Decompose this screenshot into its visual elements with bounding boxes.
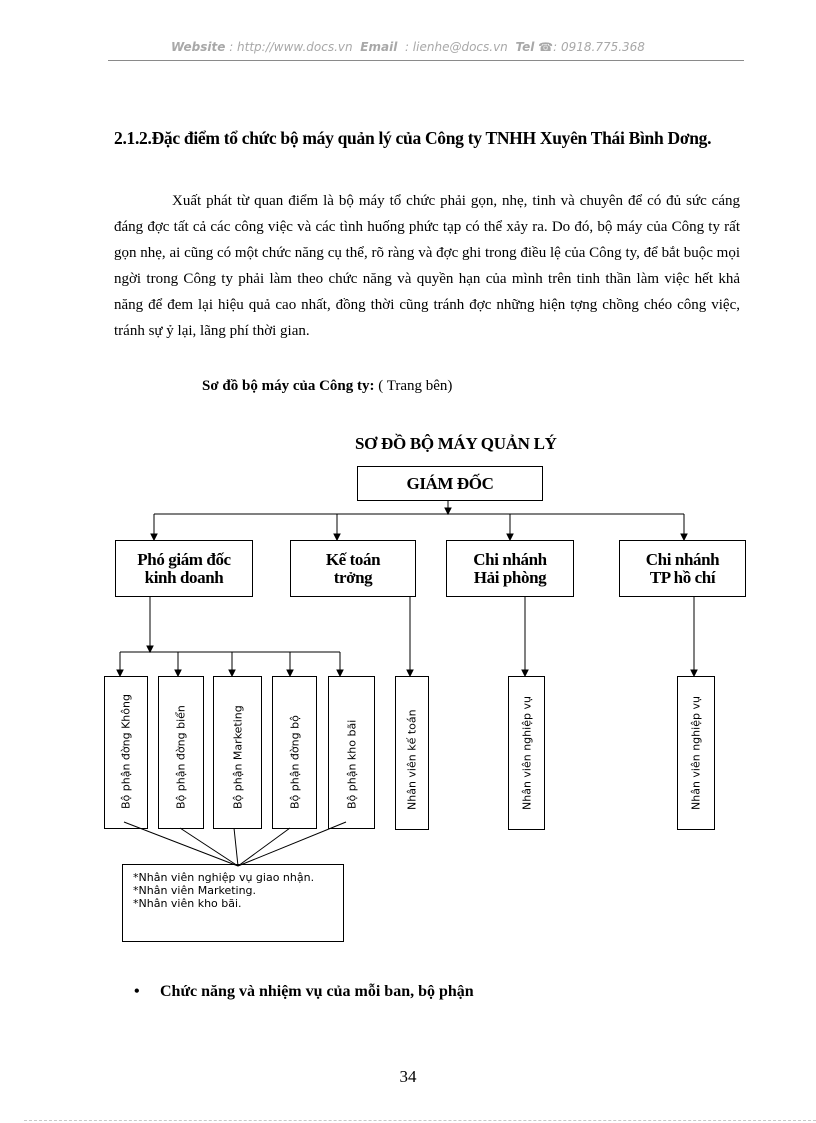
hcm-branch-line1: Chi nhánh: [645, 549, 720, 569]
department-road-box: [272, 676, 317, 829]
department-road-label: Bộ phận đờng bộ: [288, 715, 301, 809]
department-air-box: [104, 676, 148, 829]
hcm-staff-label: Nhân viên nghiệp vụ: [689, 696, 703, 810]
bullet-item: [134, 983, 474, 1001]
director-box: [357, 466, 543, 501]
deputy-director-line2: kinh doanh: [144, 567, 224, 587]
accounting-staff-label: Nhân viên kế toán: [405, 709, 419, 810]
haiphong-staff-box: [508, 676, 545, 830]
email-value[interactable]: : lienhe@docs.vn: [404, 40, 508, 54]
department-air-label: Bộ phận đờng Không: [119, 694, 133, 809]
department-sea-label: Bộ phận đờng biển: [174, 705, 188, 809]
chief-accountant-line1: Kế toán: [325, 549, 381, 569]
staff-note-item: *Nhân viên kho bãi.: [133, 897, 242, 910]
department-sea-box: [158, 676, 204, 829]
email-label: Email: [360, 40, 398, 54]
staff-notes-box: [122, 864, 344, 942]
chart-title: SƠ ĐỒ BỘ MÁY QUẢN LÝ: [355, 434, 557, 453]
hcm-branch-box: [619, 540, 746, 597]
director-label: GIÁM ĐỐC: [406, 473, 494, 493]
department-marketing-label: Bộ phận Marketing: [231, 705, 244, 809]
chart-reference-bold: Sơ đồ bộ máy của Công ty:: [202, 378, 375, 394]
bullet-icon: •: [134, 983, 140, 1000]
department-warehouse-box: [328, 676, 375, 829]
haiphong-staff-label: Nhân viên nghiệp vụ: [520, 696, 533, 810]
bullet-text: Chức năng và nhiệm vụ của mỗi ban, bộ phận: [160, 983, 474, 1000]
footer-divider: [24, 1120, 816, 1121]
accounting-staff-box: [395, 676, 429, 830]
paragraph-text: Xuất phát từ quan điểm là bộ máy tổ chức phải gọn, nhẹ, tinh và chuyên để có đủ sức cáng đáng đợc tất cả các công việc và các tình huống phức tạp có thể xảy ra. Do đó, bộ máy của Công ty rất gọn nhẹ, ai cũng có một chức năng cụ thể, rõ ràng và đợc ghi trong điều lệ của Công ty, để bắt buộc mọi ngời trong Công ty phải làm theo chức năng và quyền hạn của mình trên tinh thần làm việc hết khả năng để đem lại hiệu quả cao nhất, đồng thời cũng tránh đợc những hiện tợng chồng chéo công việc, tránh sự ỷ lại, lãng phí thời gian.: [114, 193, 740, 339]
chief-accountant-line2: trởng: [333, 567, 373, 587]
hcm-staff-box: [677, 676, 715, 830]
tel-value: : 0918.775.368: [553, 40, 645, 54]
page-number: 34: [399, 1067, 417, 1086]
staff-note-item: *Nhân viên nghiệp vụ giao nhận.: [133, 871, 315, 884]
staff-note-item: *Nhân viên Marketing.: [133, 884, 257, 897]
website-value[interactable]: : http://www.docs.vn: [229, 40, 353, 54]
website-label: Website: [171, 40, 226, 54]
phone-icon: ☎: [538, 40, 554, 54]
deputy-director-box: [115, 540, 253, 597]
hcm-branch-line2: TP hồ chí: [649, 567, 716, 587]
haiphong-branch-line1: Chi nhánh: [473, 549, 547, 569]
department-marketing-box: [213, 676, 262, 829]
haiphong-branch-box: [446, 540, 574, 597]
tel-label: Tel: [515, 40, 535, 54]
deputy-director-line1: Phó giám đốc: [137, 549, 231, 569]
section-heading: 2.1.2.Đặc điểm tổ chức bộ máy quản lý của Công ty TNHH Xuyên Thái Bình Dơng.: [114, 128, 712, 148]
chart-reference-note: ( Trang bên): [374, 378, 453, 394]
department-warehouse-label: Bộ phận kho bãi: [345, 719, 358, 809]
chief-accountant-box: [290, 540, 416, 597]
haiphong-branch-line2: Hải phòng: [473, 567, 547, 587]
